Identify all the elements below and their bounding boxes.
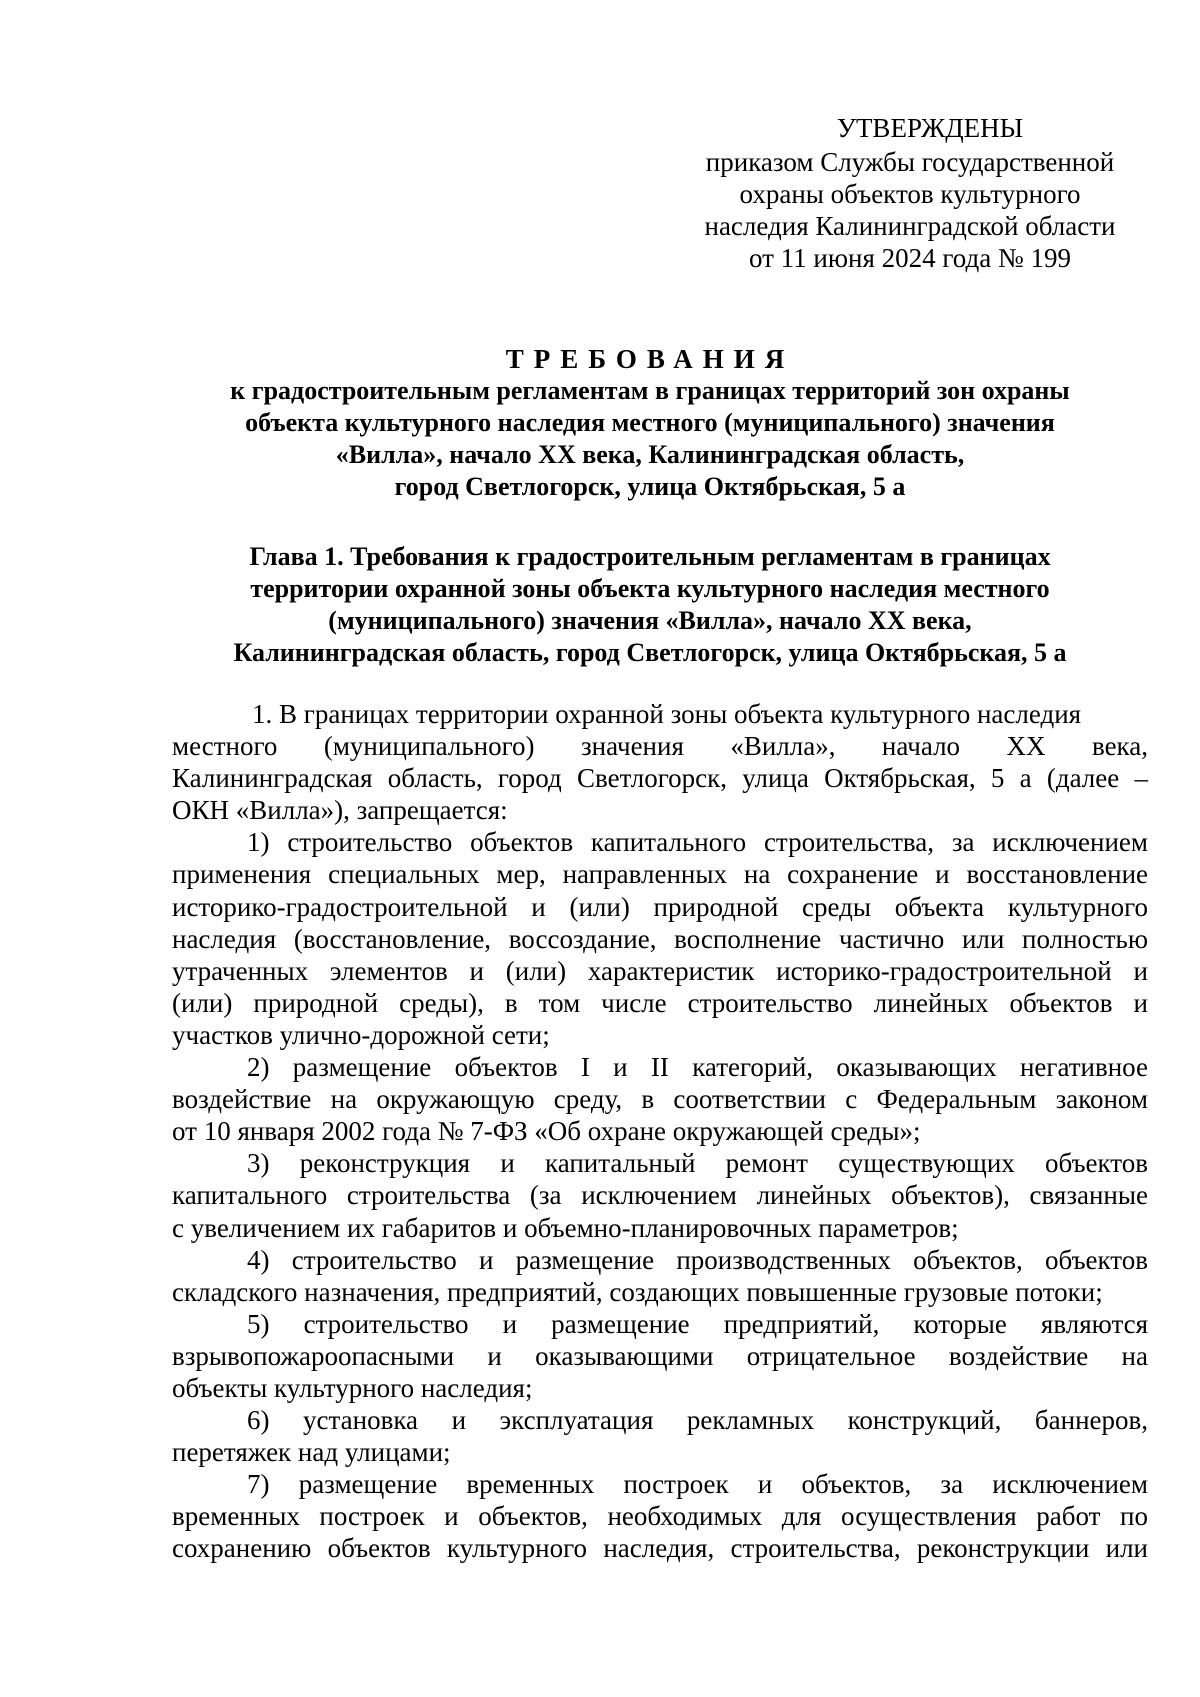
approval-heading: УТВЕРЖДЕНЫ	[836, 113, 1024, 143]
chapter-line: Калининградская область, город Светлогорск, улица Октябрьская, 5 а	[233, 638, 1067, 667]
chapter-heading	[170, 541, 1130, 669]
item-1-line: наследия (восстановление, воссоздание, восполнение частично или полностью	[172, 923, 1148, 954]
item-1-line: 1) строительство объектов капитального строительства, за исключением	[247, 827, 1148, 858]
item-5-line: 5) строительство и размещение предприятий, которые являются	[247, 1308, 1148, 1339]
item-6-line: 6) установка и эксплуатация рекламных конструкций, баннеров,	[247, 1405, 1148, 1436]
title-line: к градостроительным регламентам в границах территорий зон охраны	[230, 376, 1070, 405]
item-3-line: с увеличением их габаритов и объемно-планировочных параметров;	[172, 1212, 959, 1243]
item-4-line: складского назначения, предприятий, создающих повышенные грузовые потоки;	[172, 1276, 1103, 1307]
paragraph-1-line: 1. В границах территории охранной зоны объекта культурного наследия	[252, 699, 1082, 729]
item-1-line: историко-градостроительной и (или) природной среды объекта культурного	[172, 891, 1148, 922]
item-1-line: утраченных элементов и (или) характеристик историко-градостроительной и	[172, 955, 1148, 986]
title-line: «Вилла», начало XX века, Калининградская область,	[335, 440, 965, 469]
document-title	[170, 343, 1130, 503]
title-heading: ТРЕБОВАНИЯ	[505, 344, 795, 374]
approval-date-number: от 11 июня 2024 года № 199	[748, 243, 1072, 273]
approval-stamp	[650, 112, 1170, 274]
item-1-line: применения специальных мер, направленных на сохранение и восстановление	[172, 859, 1148, 890]
item-5-line: взрывопожароопасными и оказывающими отрицательное воздействие на	[172, 1340, 1148, 1371]
item-3-line: капитального строительства (за исключением линейных объектов), связанные	[172, 1180, 1148, 1211]
chapter-line: территории охранной зоны объекта культурного наследия местного	[250, 574, 1050, 603]
item-1-line: участков улично-дорожной сети;	[172, 1019, 550, 1050]
title-line: объекта культурного наследия местного (муниципального) значения	[245, 408, 1055, 437]
item-6-line: перетяжек над улицами;	[172, 1437, 451, 1468]
approval-line: наследия Калининградской области	[704, 211, 1116, 241]
item-1-line: (или) природной среды), в том числе строительство линейных объектов и	[172, 987, 1148, 1018]
item-4-line: 4) строительство и размещение производственных объектов, объектов	[247, 1244, 1148, 1275]
paragraph-1-line: местного (муниципального) значения «Вилла», начало XX века,	[172, 731, 1148, 762]
approval-line: охраны объектов культурного	[739, 179, 1081, 209]
approval-line: приказом Службы государственной	[705, 147, 1115, 177]
item-2-line: от 10 января 2002 года № 7-ФЗ «Об охране окружающей среды»;	[172, 1116, 921, 1147]
item-7-line: 7) размещение временных построек и объектов, за исключением	[247, 1469, 1148, 1500]
chapter-line: Глава 1. Требования к градостроительным регламентам в границах	[249, 542, 1051, 571]
paragraph-1-line: Калининградская область, город Светлогорск, улица Октябрьская, 5 а (далее –	[172, 763, 1148, 794]
chapter-line: (муниципального) значения «Вилла», начало XX века,	[328, 606, 972, 635]
item-2-line: воздействие на окружающую среду, в соответствии с Федеральным законом	[172, 1084, 1148, 1115]
item-3-line: 3) реконструкция и капитальный ремонт существующих объектов	[247, 1148, 1148, 1179]
body-text	[172, 698, 1148, 1565]
item-5-line: объекты культурного наследия;	[172, 1372, 533, 1403]
paragraph-1-line: ОКН «Вилла»), запрещается:	[172, 795, 508, 826]
item-7-line: временных построек и объектов, необходимых для осуществления работ по	[172, 1501, 1148, 1532]
item-7-line: сохранению объектов культурного наследия, строительства, реконструкции или	[172, 1533, 1148, 1564]
title-line: город Светлогорск, улица Октябрьская, 5 а	[394, 472, 906, 501]
item-2-line: 2) размещение объектов I и II категорий, оказывающих негативное	[247, 1052, 1148, 1083]
